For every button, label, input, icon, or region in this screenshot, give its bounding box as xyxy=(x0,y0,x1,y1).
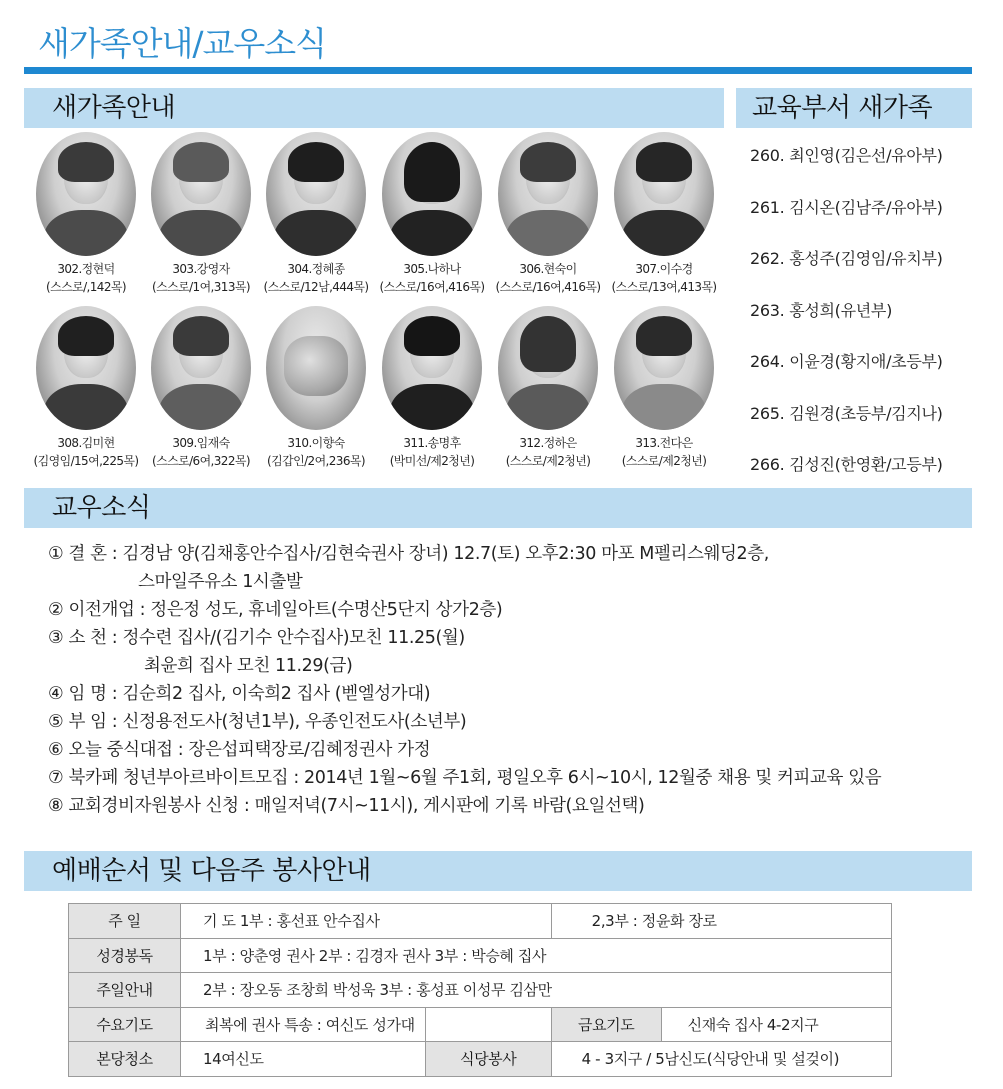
photo-caption-info: (스스로/제2청년) xyxy=(505,454,591,468)
member-photo xyxy=(151,306,251,430)
meal-label: 식당봉사 xyxy=(425,1042,551,1077)
section-education: 교육부서 새가족 xyxy=(736,88,972,128)
photo-caption-info: (박미선/제2청년) xyxy=(389,454,475,468)
news-item: ③ 소 천 : 정수련 집사/(김기수 안수집사)모친 11.25(월) xyxy=(48,628,465,648)
member-photo xyxy=(382,306,482,430)
photo-caption-name: 312.정하은 xyxy=(519,436,577,450)
photo-caption-info: (스스로/제2청년) xyxy=(621,454,707,468)
member-photo xyxy=(498,306,598,430)
photo-card xyxy=(490,306,606,470)
photo-caption-name: 302.정현덕 xyxy=(57,262,115,276)
news-list xyxy=(48,540,881,820)
fri-prayer-value: 신재숙 집사 4-2지구 xyxy=(661,1007,891,1042)
photo-caption-name: 311.송명후 xyxy=(403,436,461,450)
photo-card xyxy=(490,132,606,296)
reading-value: 1부 : 양춘영 권사 2부 : 김경자 권사 3부 : 박승혜 집사 xyxy=(181,938,892,973)
photo-card xyxy=(28,306,144,470)
photo-card xyxy=(374,306,490,470)
member-photo xyxy=(151,132,251,256)
photo-caption-name: 309.임재숙 xyxy=(172,436,230,450)
news-item: ⑧ 교회경비자원봉사 신청 : 매일저녁(7시~11시), 게시판에 기록 바람(요일선택) xyxy=(48,796,645,816)
news-item-continued: 스마일주유소 1시출발 xyxy=(138,572,303,592)
photo-caption-name: 307.이수경 xyxy=(635,262,693,276)
sunday-prayer: 기 도 1부 : 홍선표 안수집사 xyxy=(181,904,552,939)
duty-table xyxy=(68,903,892,1077)
photo-caption-info: (스스로/,142목) xyxy=(46,280,126,294)
photo-caption-name: 306.현숙이 xyxy=(519,262,577,276)
sunday-label: 주 일 xyxy=(69,904,181,939)
table-row xyxy=(69,904,892,939)
cleaning-value: 14여신도 xyxy=(181,1042,426,1077)
fri-prayer-label: 금요기도 xyxy=(551,1007,661,1042)
education-list xyxy=(750,146,943,507)
photo-caption-info: (스스로/6여,322목) xyxy=(152,454,250,468)
wed-prayer-label: 수요기도 xyxy=(69,1007,181,1042)
list-item: 262. 홍성주(김영임/유치부) xyxy=(750,249,943,268)
section-new-family: 새가족안내 xyxy=(24,88,724,128)
praying-hands-image xyxy=(266,306,366,430)
photo-caption-name: 308.김미현 xyxy=(57,436,115,450)
meal-value: 4 - 3지구 / 5남신도(식당안내 및 설겆이) xyxy=(551,1042,891,1077)
photo-caption-name: 304.정혜종 xyxy=(287,262,345,276)
list-item: 266. 김성진(한영환/고등부) xyxy=(750,455,943,474)
photo-card xyxy=(143,132,259,296)
news-item: ⑤ 부 임 : 신정용전도사(청년1부), 우종인전도사(소년부) xyxy=(48,712,467,732)
photo-caption-info: (스스로/16여,416목) xyxy=(379,280,485,294)
guide-label: 주일안내 xyxy=(69,973,181,1008)
photo-card xyxy=(258,306,374,470)
photo-caption-name: 305.나하나 xyxy=(403,262,461,276)
news-item-continued: 최윤희 집사 모친 11.29(금) xyxy=(144,656,353,676)
table-row xyxy=(69,938,892,973)
sunday-prayer-2: 2,3부 : 정윤화 장로 xyxy=(551,904,891,939)
photo-caption-info: (김갑인/2여,236목) xyxy=(267,454,365,468)
table-row xyxy=(69,1042,892,1077)
photo-caption-name: 313.전다은 xyxy=(635,436,693,450)
list-item: 265. 김원경(초등부/김지나) xyxy=(750,403,943,423)
member-photo xyxy=(614,306,714,430)
cleaning-label: 본당청소 xyxy=(69,1042,181,1077)
member-photo xyxy=(614,132,714,256)
photo-caption-info: (스스로/13여,413목) xyxy=(611,280,717,294)
member-photo xyxy=(36,132,136,256)
photo-caption-info: (스스로/1여,313목) xyxy=(152,280,250,294)
photo-card xyxy=(28,132,144,296)
member-photo xyxy=(266,132,366,256)
wed-prayer-value: 최복에 권사 특송 : 여신도 성가대 xyxy=(181,1007,426,1042)
news-item: ① 결 혼 : 김경남 양(김채홍안수집사/김현숙권사 장녀) 12.7(토) 오후2:30 마포 M펠리스웨딩2층, xyxy=(48,544,769,564)
photo-card xyxy=(374,132,490,296)
table-row xyxy=(69,1007,892,1042)
photo-card xyxy=(606,306,722,470)
list-item: 263. 홍성희(유년부) xyxy=(750,300,893,320)
section-news: 교우소식 xyxy=(24,488,972,528)
photo-caption-info: (스스로/12남,444목) xyxy=(263,280,369,294)
news-item: ④ 임 명 : 김순희2 집사, 이숙희2 집사 (벧엘성가대) xyxy=(48,684,431,704)
guide-value: 2부 : 장오동 조창희 박성욱 3부 : 홍성표 이성무 김삼만 xyxy=(181,973,892,1008)
photo-caption-info: (스스로/16여,416목) xyxy=(495,280,601,294)
photo-caption-name: 310.이향숙 xyxy=(287,436,345,450)
member-photo xyxy=(382,132,482,256)
photo-card xyxy=(143,306,259,470)
page-title: 새가족안내/교우소식 xyxy=(38,24,327,63)
section-worship: 예배순서 및 다음주 봉사안내 xyxy=(24,851,972,891)
photo-caption-info: (김영임/15여,225목) xyxy=(33,454,139,468)
photo-card xyxy=(258,132,374,296)
news-item: ⑥ 오늘 중식대접 : 장은섭피택장로/김혜정권사 가정 xyxy=(48,740,431,760)
table-row xyxy=(69,973,892,1008)
list-item: 264. 이윤경(황지애/초등부) xyxy=(750,352,943,371)
reading-label: 성경봉독 xyxy=(69,938,181,973)
spacer-cell xyxy=(425,1007,551,1042)
photo-card xyxy=(606,132,722,296)
title-divider xyxy=(24,67,972,74)
list-item: 261. 김시온(김남주/유아부) xyxy=(750,197,943,217)
photo-caption-name: 303.강영자 xyxy=(172,262,230,276)
member-photo xyxy=(498,132,598,256)
news-item: ⑦ 북카페 청년부아르바이트모집 : 2014년 1월~6월 주1회, 평일오후 6시~10시, 12월중 채용 및 커피교육 있음 xyxy=(48,768,882,788)
list-item: 260. 최인영(김은선/유아부) xyxy=(750,146,943,165)
news-item: ② 이전개업 : 정은정 성도, 휴네일아트(수명산5단지 상가2층) xyxy=(48,600,503,620)
member-photo xyxy=(36,306,136,430)
